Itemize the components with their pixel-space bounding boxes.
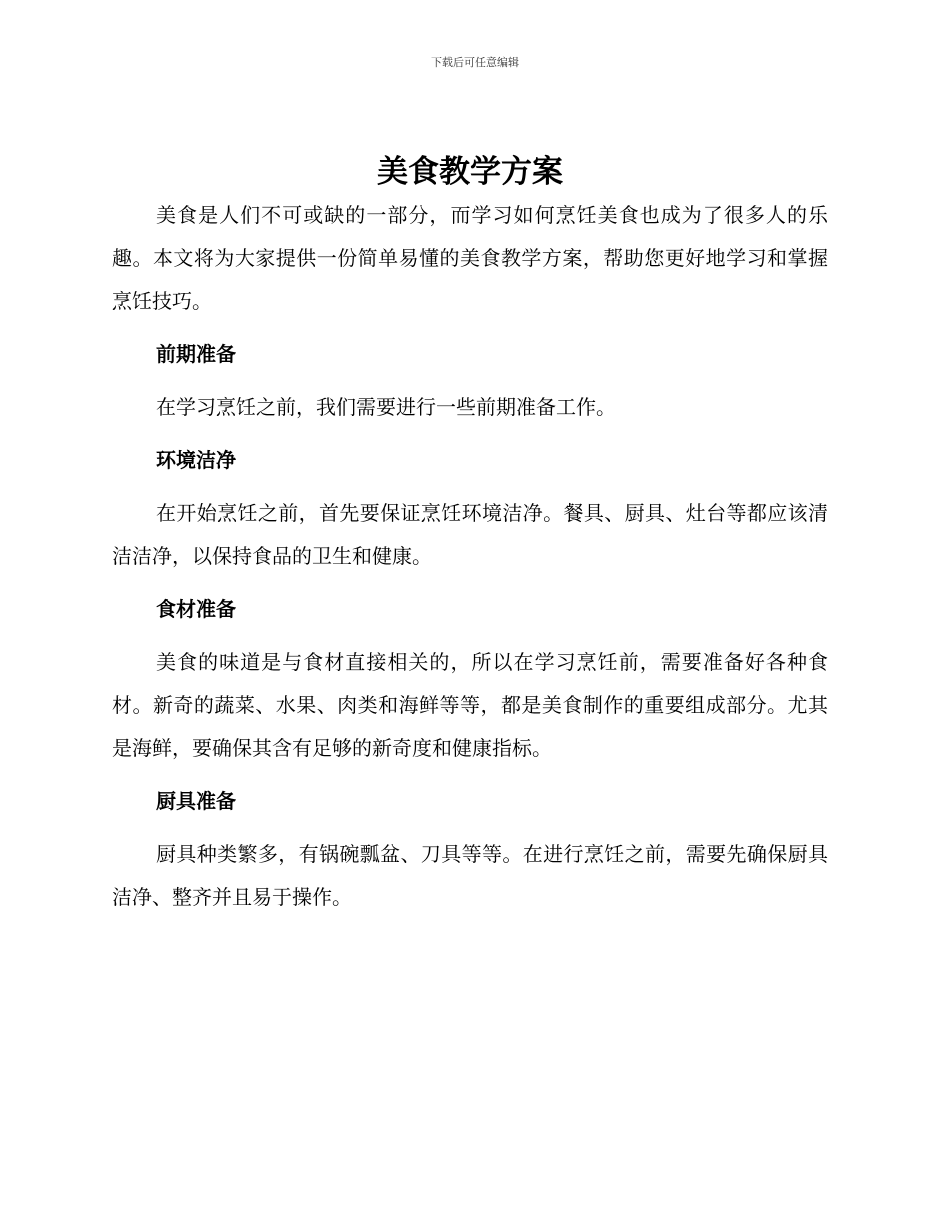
section-body-cookware: 厨具种类繁多，有锅碗瓢盆、刀具等等。在进行烹饪之前，需要先确保厨具洁净、整齐并且易于操作。 xyxy=(112,842,828,909)
page-header-note: 下载后可任意编辑 xyxy=(431,56,519,69)
document-title: 美食教学方案 xyxy=(377,154,563,190)
section-heading-cleanliness: 环境洁净 xyxy=(156,448,236,472)
section-heading-ingredients: 食材准备 xyxy=(156,597,236,621)
section-heading-preparation: 前期准备 xyxy=(156,342,236,366)
intro-paragraph: 美食是人们不可或缺的一部分，而学习如何烹饪美食也成为了很多人的乐趣。本文将为大家提供一份简单易懂的美食教学方案，帮助您更好地学习和掌握烹饪技巧。 xyxy=(112,203,828,313)
section-body-cleanliness: 在开始烹饪之前，首先要保证烹饪环境洁净。餐具、厨具、灶台等都应该清洁洁净，以保持食品的卫生和健康。 xyxy=(112,501,828,568)
section-body-preparation: 在学习烹饪之前，我们需要进行一些前期准备工作。 xyxy=(156,395,616,419)
section-body-ingredients: 美食的味道是与食材直接相关的，所以在学习烹饪前，需要准备好各种食材。新奇的蔬菜、水果、肉类和海鲜等等，都是美食制作的重要组成部分。尤其是海鲜，要确保其含有足够的新奇度和健康指标。 xyxy=(112,650,828,760)
section-heading-cookware: 厨具准备 xyxy=(156,789,236,813)
document-body xyxy=(112,150,828,919)
